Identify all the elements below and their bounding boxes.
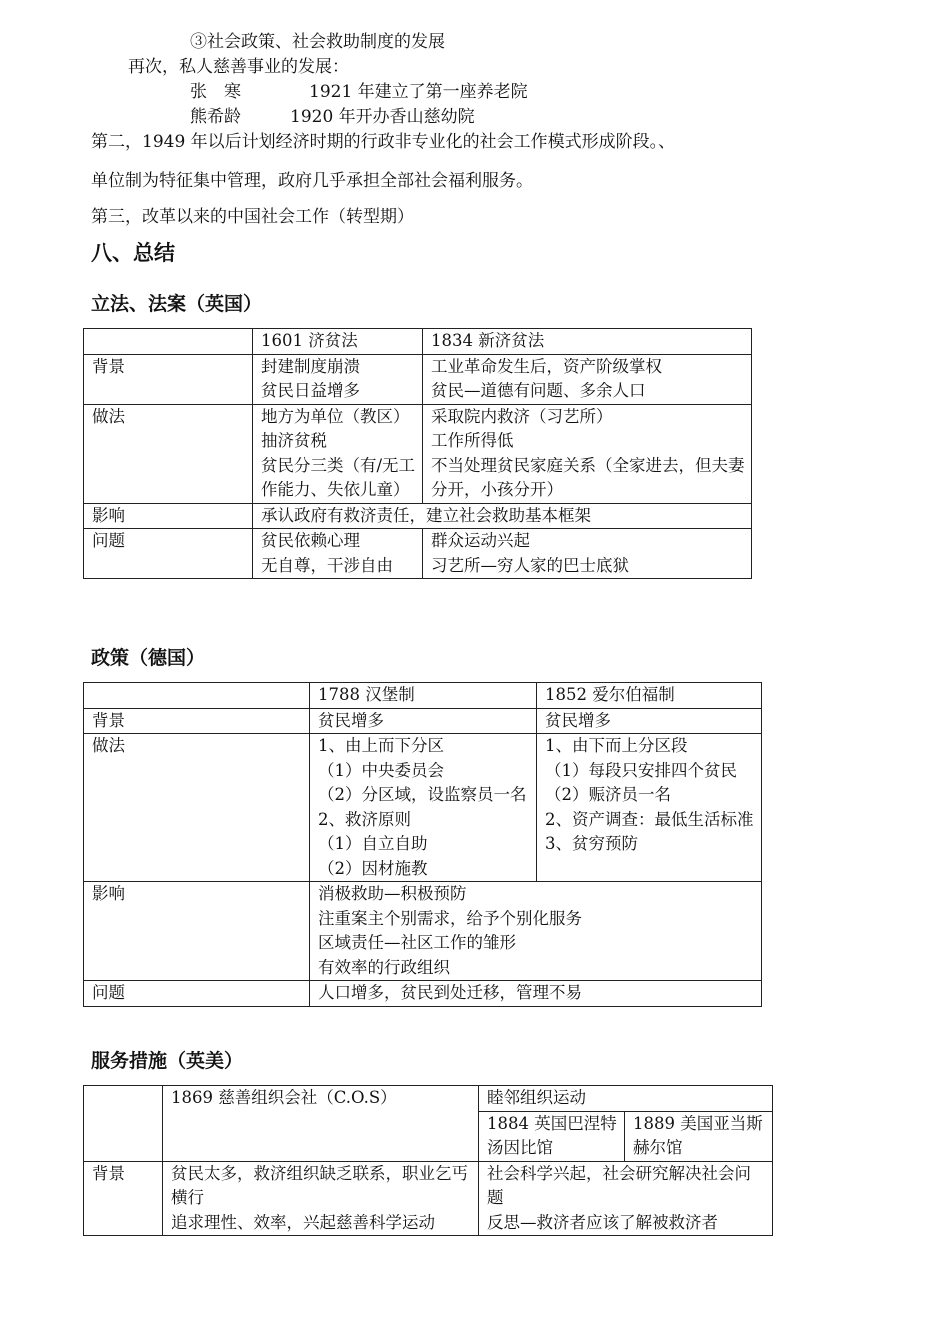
table-cell: 人口增多，贫民到处迁移，管理不易	[310, 981, 762, 1007]
table-row	[84, 329, 752, 355]
row-label: 影响	[84, 503, 253, 529]
table-row	[84, 1161, 773, 1236]
table-cell: 贫民太多，救济组织缺乏联系，职业乞丐横行 追求理性、效率，兴起慈善科学运动	[163, 1161, 479, 1236]
row-label: 背景	[84, 354, 253, 404]
table-cell: 群众运动兴起 习艺所—穷人家的巴士底狱	[423, 529, 752, 579]
table-cell: 工业革命发生后，资产阶级掌权 贫民—道德有问题、多余人口	[423, 354, 752, 404]
table-cell: 消极救助—积极预防 注重案主个别需求，给予个别化服务 区域责任—社区工作的雏形 有效率的行政组织	[310, 882, 762, 981]
table-cell: 1、由下而上分区段 （1）每段只安排四个贫民 （2）赈济员一名 2、资产调查：最低生活标准 3、贫穷预防	[537, 734, 762, 882]
table-cell	[84, 329, 253, 355]
table-row	[84, 708, 762, 734]
person-2-desc: 1920 年开办香山慈幼院	[290, 107, 475, 127]
column-header: 1852 爱尔伯福制	[537, 683, 762, 709]
person-1-name: 张 寒	[190, 82, 241, 102]
table-cell: 1、由上而下分区 （1）中央委员会 （2）分区域，设监察员一名 2、救济原则 （1）自立自助 （2）因材施教	[310, 734, 537, 882]
intro-private-charity: 再次，私人慈善事业的发展：	[128, 57, 349, 77]
table-uk	[83, 328, 752, 579]
table-cell: 贫民增多	[310, 708, 537, 734]
column-header: 1869 慈善组织会社（C.O.S）	[163, 1086, 479, 1162]
table-usuk-title: 服务措施（英美）	[91, 1050, 244, 1072]
intro-item-3: ③社会政策、社会救助制度的发展	[190, 32, 445, 52]
table-usuk	[83, 1085, 773, 1236]
column-header: 睦邻组织运动	[479, 1086, 773, 1112]
table-row	[84, 404, 752, 503]
table-cell: 封建制度崩溃 贫民日益增多	[253, 354, 423, 404]
table-row	[84, 1086, 773, 1112]
row-label: 问题	[84, 981, 310, 1007]
row-label: 背景	[84, 1161, 163, 1236]
table-cell	[84, 683, 310, 709]
person-1-desc: 1921 年建立了第一座养老院	[309, 82, 528, 102]
table-row	[84, 529, 752, 579]
table-row	[84, 354, 752, 404]
table-de-title: 政策（德国）	[91, 647, 206, 669]
table-cell: 地方为单位（教区） 抽济贫税 贫民分三类（有/无工作能力、失依儿童）	[253, 404, 423, 503]
table-uk-title: 立法、法案（英国）	[91, 293, 263, 315]
stage-two-detail: 单位制为特征集中管理，政府几乎承担全部社会福利服务。	[91, 171, 533, 191]
row-label: 背景	[84, 708, 310, 734]
row-label: 做法	[84, 404, 253, 503]
column-header: 1601 济贫法	[253, 329, 423, 355]
sub-column-header: 1884 英国巴涅特 汤因比馆	[479, 1111, 625, 1161]
stage-two: 第二，1949 年以后计划经济时期的行政非专业化的社会工作模式形成阶段。、	[91, 132, 676, 152]
table-de	[83, 682, 762, 1007]
table-cell: 贫民依赖心理 无自尊，干涉自由	[253, 529, 423, 579]
table-cell: 采取院内救济（习艺所） 工作所得低 不当处理贫民家庭关系（全家进去，但夫妻分开，小孩分开）	[423, 404, 752, 503]
table-row	[84, 734, 762, 882]
stage-three: 第三，改革以来的中国社会工作（转型期）	[91, 207, 414, 227]
row-label: 做法	[84, 734, 310, 882]
table-cell	[84, 1086, 163, 1162]
section-title: 八、总结	[91, 241, 175, 265]
table-cell: 社会科学兴起，社会研究解决社会问题 反思—救济者应该了解被救济者	[479, 1161, 773, 1236]
table-cell: 承认政府有救济责任，建立社会救助基本框架	[253, 503, 752, 529]
column-header: 1788 汉堡制	[310, 683, 537, 709]
table-row	[84, 503, 752, 529]
column-header: 1834 新济贫法	[423, 329, 752, 355]
row-label: 影响	[84, 882, 310, 981]
sub-column-header: 1889 美国亚当斯 赫尔馆	[625, 1111, 773, 1161]
table-row	[84, 882, 762, 981]
table-row	[84, 981, 762, 1007]
table-row	[84, 683, 762, 709]
row-label: 问题	[84, 529, 253, 579]
person-2-name: 熊希龄	[190, 107, 241, 127]
table-cell: 贫民增多	[537, 708, 762, 734]
